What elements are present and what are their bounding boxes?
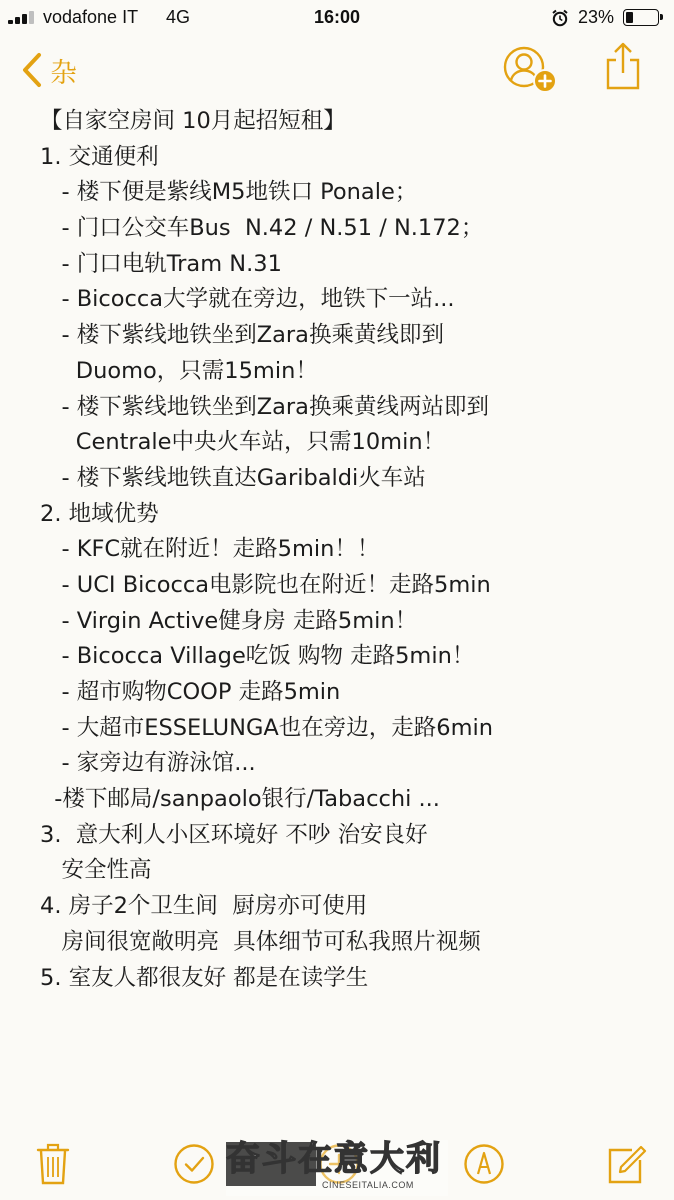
note-line: -楼下邮局/sanpaolo银行/Tabacchi ... — [40, 786, 440, 813]
note-line: - Bicocca大学就在旁边，地铁下一站... — [40, 286, 455, 313]
compose-icon[interactable] — [606, 1142, 648, 1186]
note-line: - Bicocca Village吃饭 购物 走路5min！ — [40, 643, 475, 670]
note-line: - 大超市ESSELUNGA也在旁边，走路6min — [40, 714, 494, 741]
checklist-icon[interactable] — [173, 1143, 215, 1185]
alarm-icon — [551, 9, 569, 27]
note-line: 5. 室友人都很友好 都是在读学生 — [40, 964, 369, 991]
clock: 16:00 — [313, 7, 361, 27]
note-line: - 楼下便是紫线M5地铁口 Ponale； — [40, 179, 418, 206]
back-button[interactable] — [20, 50, 77, 90]
note-line: - 楼下紫线地铁直达Garibaldi火车站 — [40, 464, 426, 491]
markup-icon[interactable] — [463, 1143, 505, 1185]
note-line: - 超市购物COOP 走路5min — [40, 679, 341, 705]
note-body[interactable] — [40, 104, 670, 996]
note-line: 1. 交通便利 — [40, 143, 159, 170]
note-line: 2. 地域优势 — [40, 500, 159, 527]
note-line: - 楼下紫线地铁坐到Zara换乘黄线两站即到 — [40, 393, 489, 420]
note-line: - UCI Bicocca电影院也在附近！走路5min — [40, 571, 491, 598]
watermark-title: 奋斗在意大利 — [226, 1141, 442, 1178]
share-icon[interactable] — [603, 40, 643, 92]
chevron-left-icon — [20, 52, 44, 88]
note-line: - 楼下紫线地铁坐到Zara换乘黄线即到 — [40, 322, 444, 349]
carrier-name: vodafone IT — [43, 7, 139, 27]
watermark — [226, 1140, 448, 1196]
watermark-url: CINESEITALIA.COM — [322, 1180, 414, 1190]
note-line: Centrale中央火车站，只需10min！ — [40, 429, 446, 456]
battery-percentage: 23% — [578, 7, 615, 27]
note-line: - Virgin Active健身房 走路5min！ — [40, 607, 418, 634]
note-line: 安全性高 — [40, 857, 152, 884]
note-line: - 门口电轨Tram N.31 — [40, 250, 282, 277]
status-bar — [0, 0, 674, 36]
plus-badge-icon — [534, 70, 556, 92]
trash-icon[interactable] — [36, 1142, 70, 1186]
note-line: - 门口公交车Bus N.42 / N.51 / N.172； — [40, 215, 484, 242]
note-line: 房间很宽敞明亮 具体细节可私我照片视频 — [40, 928, 481, 955]
note-line: 3. 意大利人小区环境好 不吵 治安良好 — [40, 821, 428, 848]
note-line: 【自家空房间 10月起招短租】 — [40, 108, 346, 134]
add-people-button[interactable] — [500, 42, 562, 98]
note-line: Duomo，只需15min！ — [40, 357, 318, 384]
back-label: 杂 — [50, 57, 77, 89]
note-line: - 家旁边有游泳馆... — [40, 750, 256, 777]
navigation-bar — [0, 36, 674, 102]
network-type: 4G — [166, 7, 191, 27]
note-line: 4. 房子2个卫生间 厨房亦可使用 — [40, 893, 368, 920]
note-line: - KFC就在附近！走路5min！！ — [40, 536, 380, 563]
battery-icon — [623, 9, 659, 26]
